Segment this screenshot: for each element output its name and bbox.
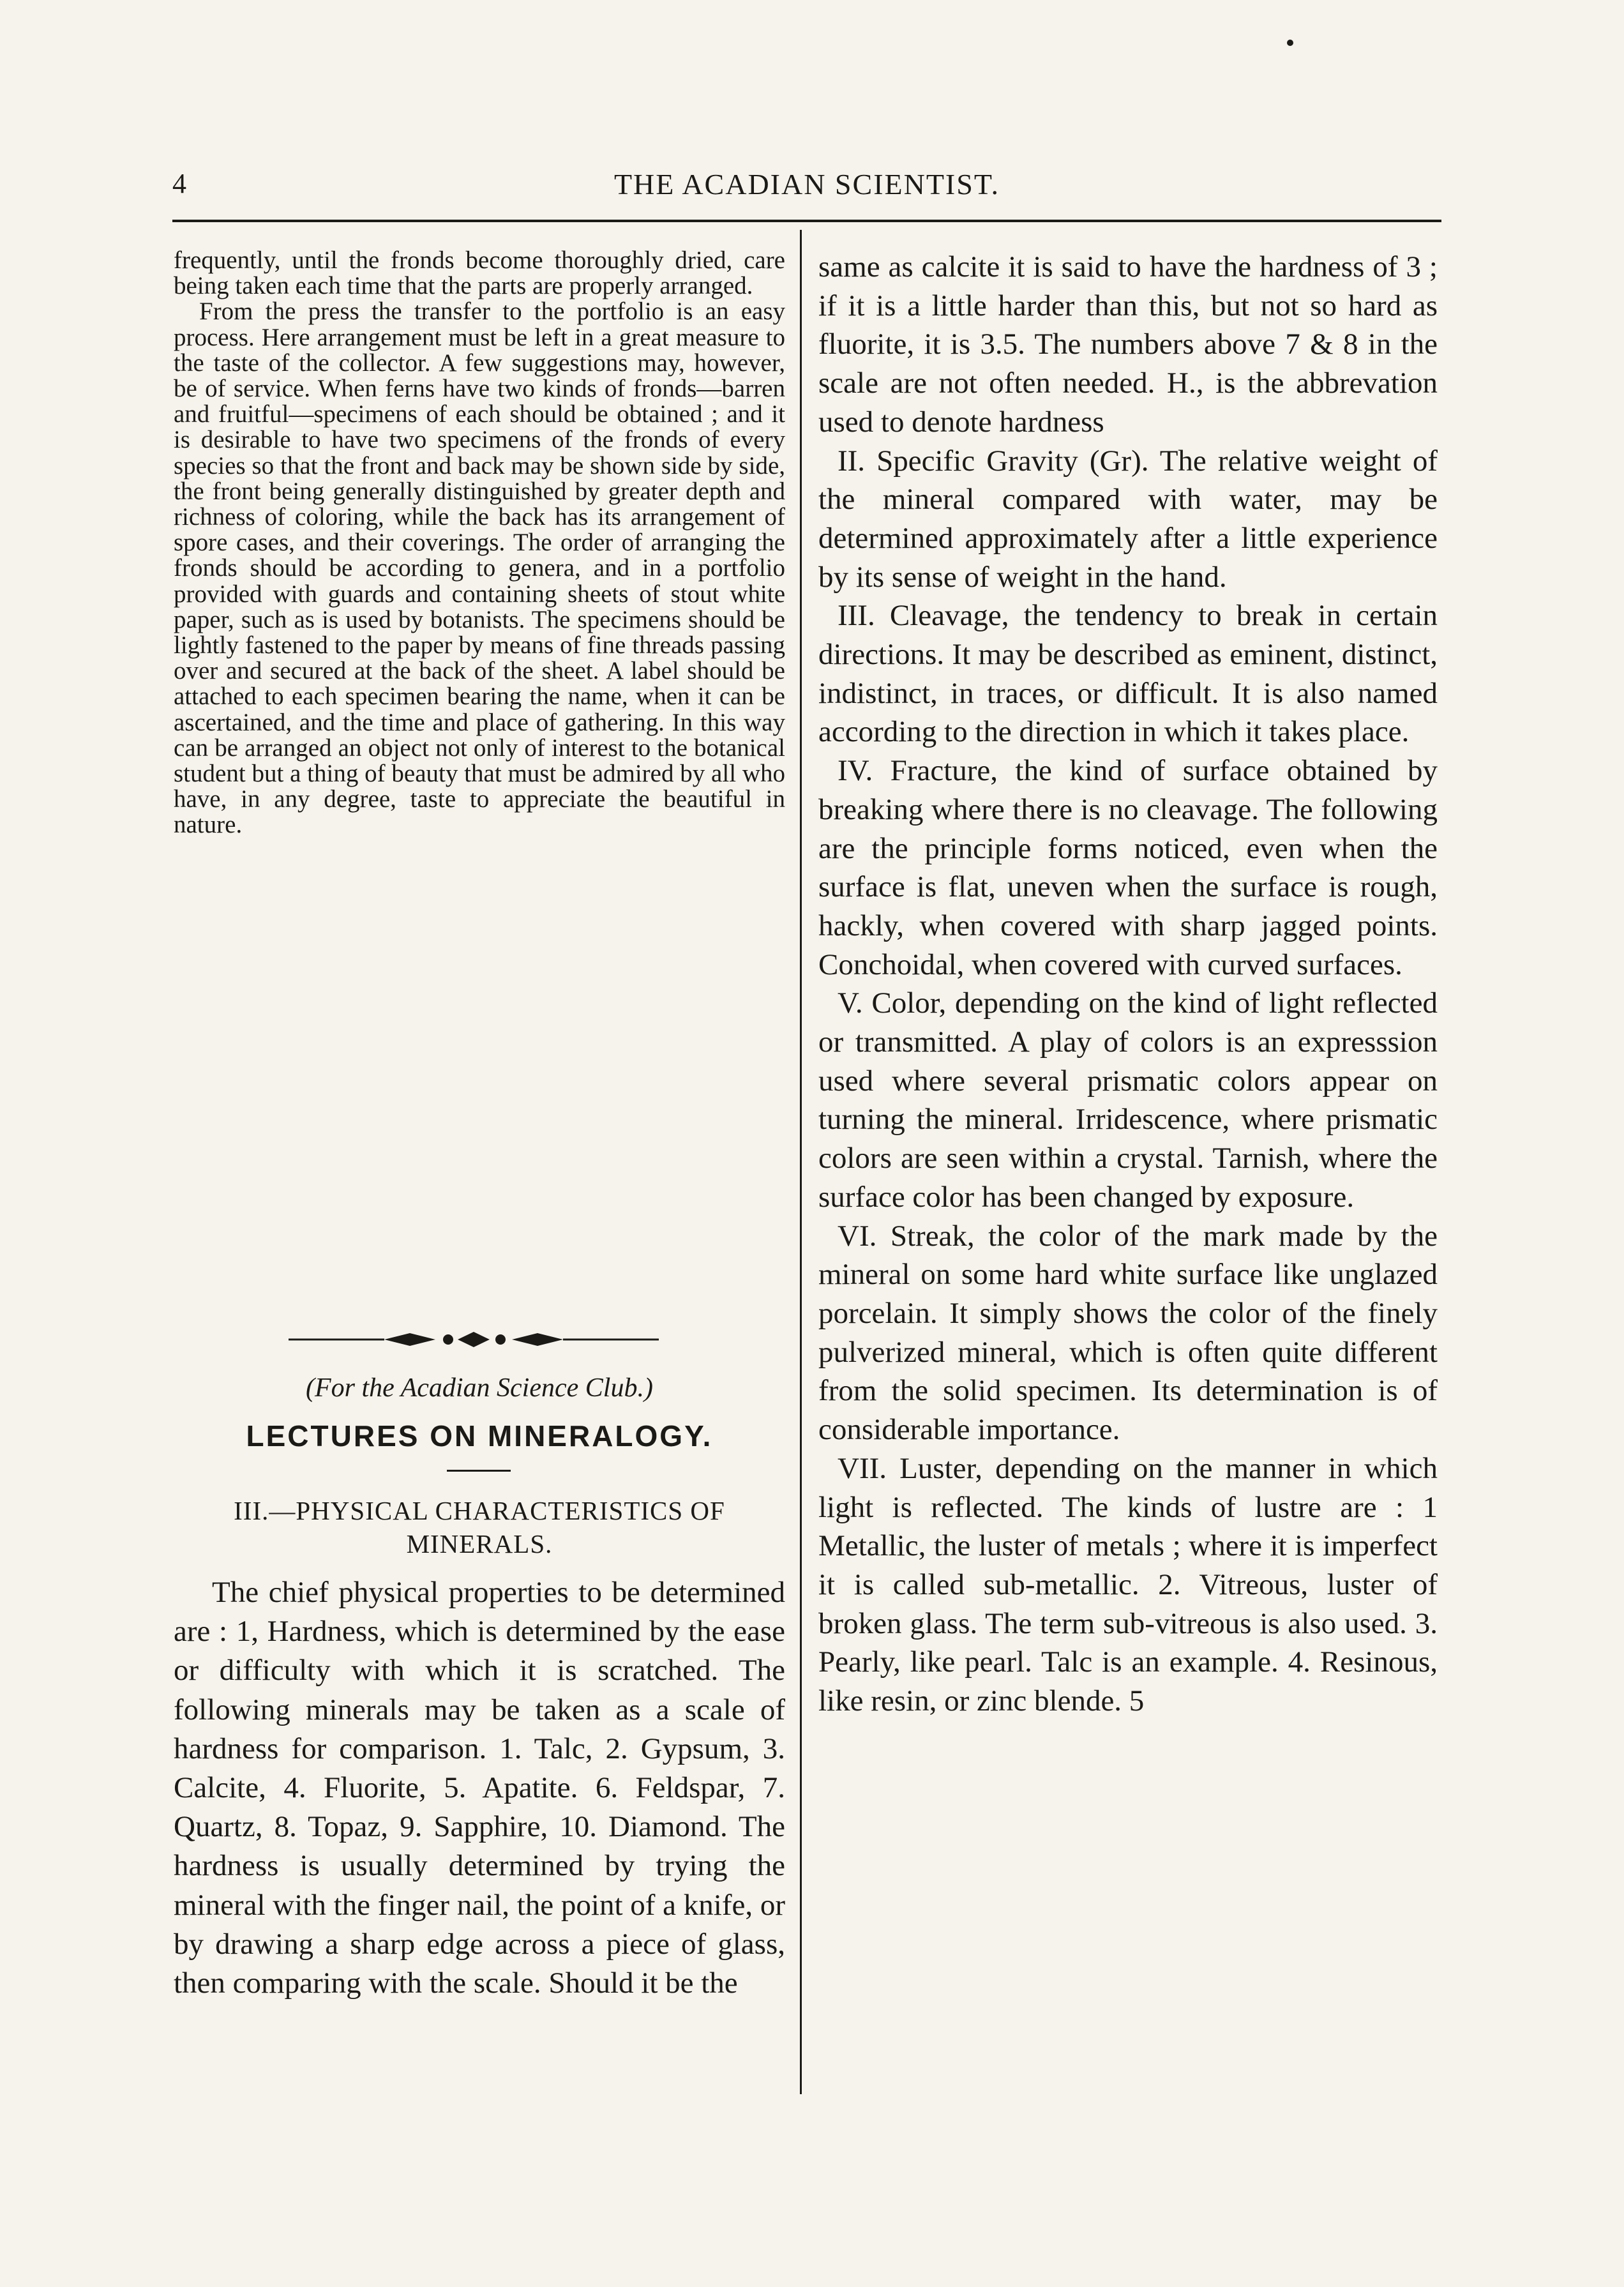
column-divider: [800, 230, 802, 2094]
lecture-body: [174, 1573, 785, 2003]
page-header: [172, 167, 1441, 206]
paragraph-ferns-drying: frequently, until the fronds become thoroughly dried, care being taken each time that the parts are properly arranged.: [174, 246, 785, 300]
running-title: THE ACADIAN SCIENTIST.: [613, 168, 1000, 200]
paragraph-hardness: The chief physical properties to be determined are : 1, Hardness, which is determined by the ease or difficulty with which it is scratched. The following minerals may be taken as a scale of hardness for comparison. 1. Talc, 2. Gypsum, 3. Calcite, 4. Fluorite, 5. Apatite. 6. Feldspar, 7. Quartz, 8. Topaz, 9. Sapphire, 10. Diamond. The hardness is usually determined by trying the mineral with the finger nail, the point of a knife, or by drawing a sharp edge across a piece of glass, then comparing with the scale. Should it be the: [174, 1576, 785, 2000]
paragraph-specific-gravity: II. Specific Gravity (Gr). The relative weight of the mineral compared with water, may be determined approximately after a little experience by its sense of weight in the hand.: [818, 444, 1438, 594]
page-number: 4: [172, 168, 186, 199]
paragraph-cleavage: III. Cleavage, the tendency to break in certain directions. It may be described as eminent, distinct, indistinct, in traces, or difficult. It is also named according to the direction in which it takes place.: [818, 599, 1438, 749]
right-column: [818, 248, 1438, 1721]
paragraph-fracture: IV. Fracture, the kind of surface obtained by breaking where there is no cleavage. The following are the principle forms noticed, even when the surface is flat, uneven when the surface is rough, hackly, when covered with sharp jagged points. Conchoidal, when covered with curved surfaces.: [818, 754, 1438, 981]
ornament-divider: [289, 1328, 659, 1351]
title-rule: [447, 1470, 511, 1472]
paragraph-luster: VII. Luster, depending on the manner in which light is reflected. The kinds of lustre are : 1 Metallic, the luster of metals ; where it is imperfect it is called sub-metallic. 2. Vitreous, luster of broken glass. The term sub-vitreous is also used. 3. Pearly, like pearl. Talc is an example. 4. Resinous, like resin, or zinc blende. 5: [818, 1451, 1438, 1718]
paragraph-ferns-portfolio: From the press the transfer to the portfolio is an easy process. Here arrangement must be left in a great measure to the taste of the collector. A few suggestions may, however, be of service. When ferns have two kinds of fronds—barren and fruitful—specimens of each should be obtained ; and it is desirable to have two specimens of the fronds of every species so that the front and back may be shown side by side, the front being generally distinguished by greater depth and richness of coloring, while the back has its arrangement of spore cases, and their coverings. The order of arranging the fronds should be according to genera, and in a portfolio provided with guards and containing sheets of stout white paper, such as is used by botanists. The specimens should be lightly fastened to the paper by means of fine threads passing over and secured at the back of the sheet. A label should be attached to each specimen bearing the name, when it can be ascertained, and the time and place of gathering. In this way can be arranged an object not only of interest to the botanical student but a thing of beauty that must be admired by all who have, in any degree, taste to appreciate the beautiful in nature.: [174, 298, 785, 839]
left-column: [174, 248, 785, 838]
paragraph-hardness-cont: same as calcite it is said to have the hardness of 3 ; if it is a little harder than this, but not so hard as fluorite, it is 3.5. The numbers above 7 & 8 in the scale are not often needed. H., is the abbrevation used to denote hardness: [818, 250, 1438, 439]
lecture-title: LECTURES ON MINERALOGY.: [246, 1419, 713, 1453]
paragraph-color: V. Color, depending on the kind of light reflected or transmitted. A play of colors is an expresssion used where several prismatic colors appear on turning the mineral. Irridescence, where prismatic colors are seen within a crystal. Tarnish, where the surface color has been changed by exposure.: [818, 986, 1438, 1214]
section-heading: III.—PHYSICAL CHARACTERISTICS OF MINERALS.: [234, 1496, 725, 1559]
paragraph-streak: VI. Streak, the color of the mark made by the mineral on some hard white surface like unglazed porcelain. It simply shows the color of the finely pulverized mineral, which is often quite different from the solid specimen. Its determination is of considerable importance.: [818, 1219, 1438, 1447]
ink-speck: [1287, 40, 1293, 46]
header-rule: [172, 220, 1441, 222]
club-note: (For the Acadian Science Club.): [306, 1373, 653, 1403]
